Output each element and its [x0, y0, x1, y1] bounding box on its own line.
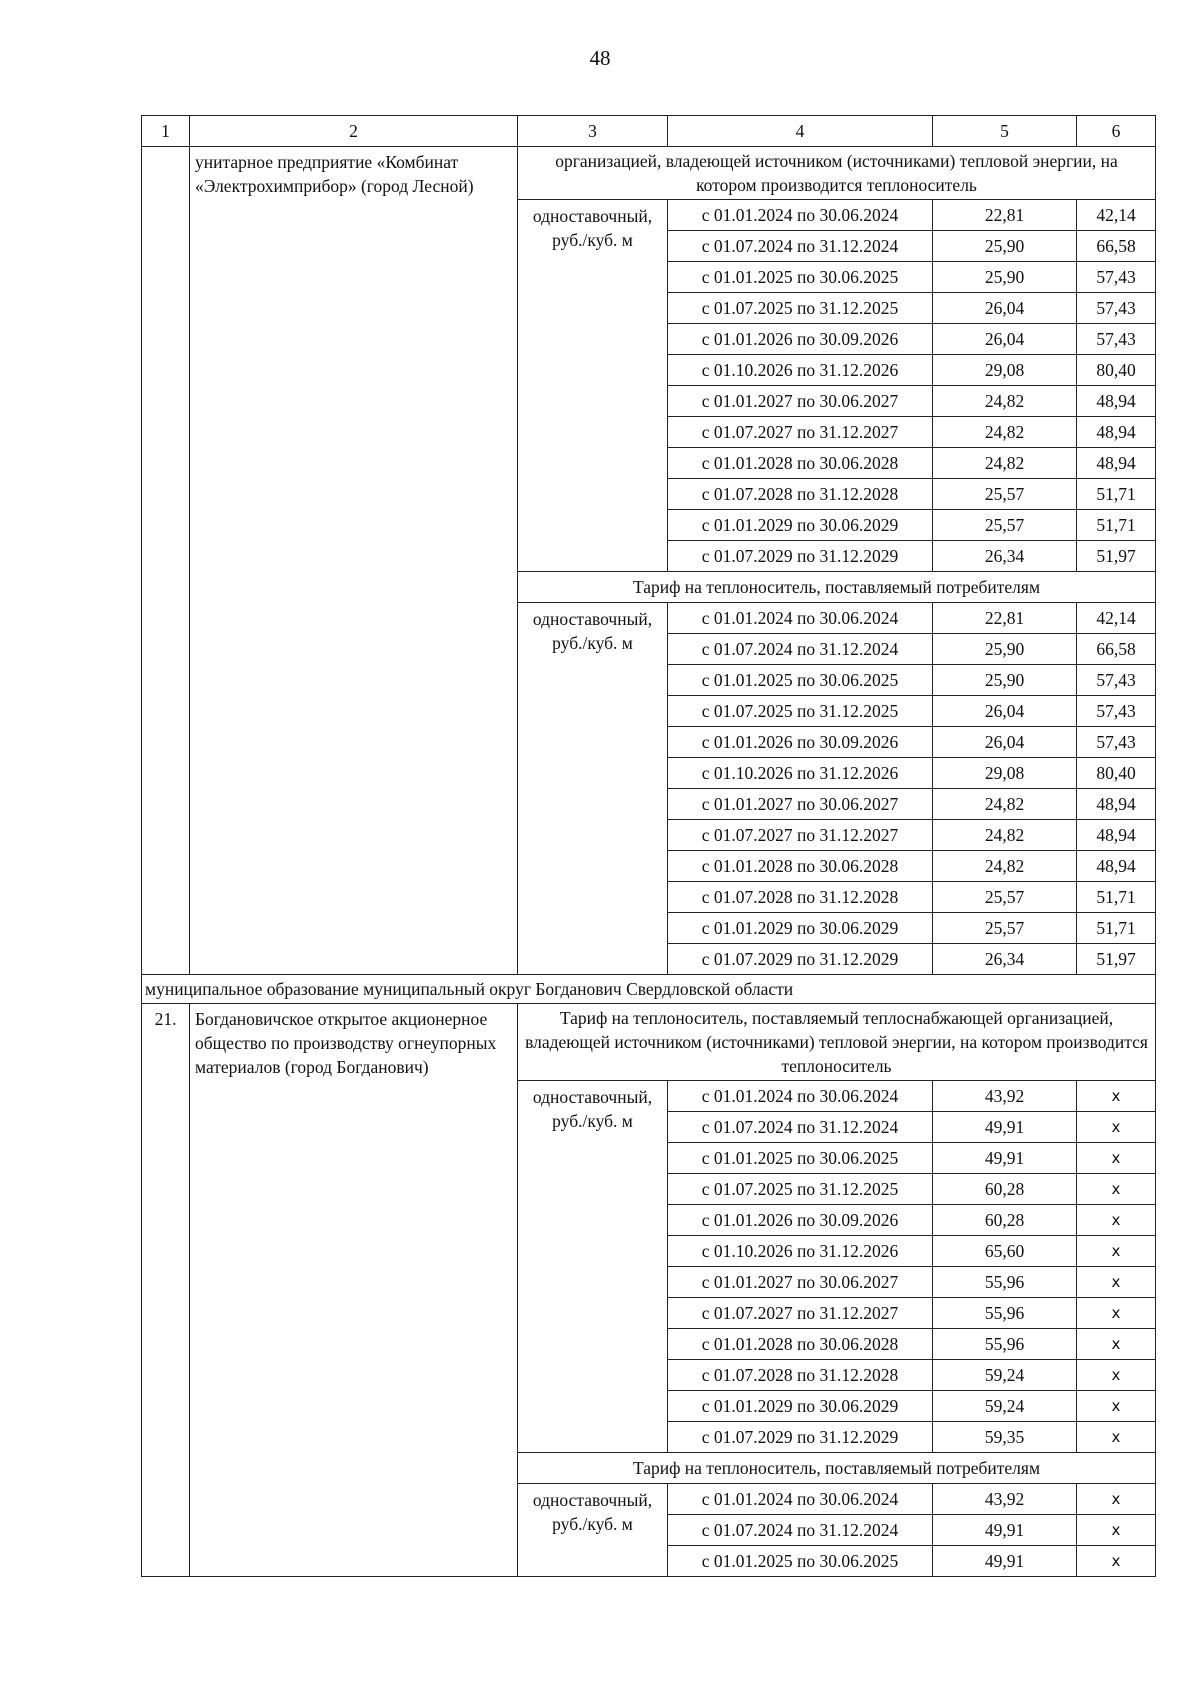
tariff-value-col5: 55,96 — [933, 1329, 1077, 1360]
tariff-period: с 01.07.2028 по 31.12.2028 — [668, 1360, 933, 1391]
col-number-2: 2 — [190, 116, 518, 147]
tariff-value-col6: 48,94 — [1077, 417, 1156, 448]
tariff-value-col5: 25,57 — [933, 479, 1077, 510]
tariff-type: одноставочный, руб./куб. м — [518, 1484, 668, 1577]
page-number: 48 — [589, 46, 611, 70]
tariff-type: одноставочный, руб./куб. м — [518, 603, 668, 975]
region-title: муниципальное образование муниципальный округ Богданович Свердловской области — [142, 975, 1156, 1004]
tariff-value-col6: х — [1077, 1422, 1156, 1453]
tariff-period: с 01.07.2027 по 31.12.2027 — [668, 417, 933, 448]
tariff-value-col6: х — [1077, 1112, 1156, 1143]
tariff-period: с 01.01.2024 по 30.06.2024 — [668, 200, 933, 231]
tariff-value-col5: 26,04 — [933, 727, 1077, 758]
tariff-period: с 01.01.2029 по 30.06.2029 — [668, 1391, 933, 1422]
tariff-value-col5: 49,91 — [933, 1112, 1077, 1143]
tariff-heading-row — [142, 147, 1156, 200]
tariff-period: с 01.01.2024 по 30.06.2024 — [668, 1484, 933, 1515]
tariff-period: с 01.01.2028 по 30.06.2028 — [668, 1329, 933, 1360]
tariff-period: с 01.10.2026 по 31.12.2026 — [668, 1236, 933, 1267]
tariff-value-col5: 24,82 — [933, 417, 1077, 448]
tariff-value-col5: 29,08 — [933, 355, 1077, 386]
tariff-value-col5: 24,82 — [933, 448, 1077, 479]
tariff-value-col5: 26,04 — [933, 696, 1077, 727]
tariff-value-col6: 57,43 — [1077, 665, 1156, 696]
tariff-value-col6: х — [1077, 1236, 1156, 1267]
row-number: 21. — [142, 1004, 190, 1577]
tariff-value-col5: 26,04 — [933, 324, 1077, 355]
tariff-value-col5: 43,92 — [933, 1081, 1077, 1112]
tariff-value-col6: х — [1077, 1484, 1156, 1515]
tariff-table-body — [142, 116, 1156, 1577]
tariff-period: с 01.01.2026 по 30.09.2026 — [668, 727, 933, 758]
col-number-1: 1 — [142, 116, 190, 147]
tariff-value-col6: х — [1077, 1360, 1156, 1391]
tariff-period: с 01.07.2027 по 31.12.2027 — [668, 820, 933, 851]
tariff-value-col6: 51,71 — [1077, 479, 1156, 510]
tariff-value-col6: 51,97 — [1077, 541, 1156, 572]
tariff-period: с 01.01.2028 по 30.06.2028 — [668, 448, 933, 479]
tariff-value-col6: х — [1077, 1143, 1156, 1174]
tariff-value-col6: 57,43 — [1077, 293, 1156, 324]
tariff-period: с 01.07.2024 по 31.12.2024 — [668, 1112, 933, 1143]
tariff-heading: организацией, владеющей источником (источниками) тепловой энергии, на котором производится теплоноситель — [518, 147, 1156, 200]
tariff-value-col5: 25,90 — [933, 634, 1077, 665]
tariff-value-col5: 49,91 — [933, 1515, 1077, 1546]
tariff-heading-row — [142, 1004, 1156, 1081]
tariff-heading: Тариф на теплоноситель, поставляемый теплоснабжающей организацией, владеющей источником (источниками) тепловой энергии, на котором производится теплоноситель — [518, 1004, 1156, 1081]
tariff-period: с 01.01.2028 по 30.06.2028 — [668, 851, 933, 882]
tariff-value-col6: 48,94 — [1077, 820, 1156, 851]
tariff-value-col5: 22,81 — [933, 603, 1077, 634]
tariff-value-col5: 49,91 — [933, 1143, 1077, 1174]
tariff-period: с 01.07.2029 по 31.12.2029 — [668, 541, 933, 572]
tariff-value-col6: 57,43 — [1077, 696, 1156, 727]
tariff-value-col5: 49,91 — [933, 1546, 1077, 1577]
tariff-value-col5: 25,90 — [933, 262, 1077, 293]
tariff-value-col6: 48,94 — [1077, 851, 1156, 882]
region-row — [142, 975, 1156, 1004]
tariff-value-col5: 65,60 — [933, 1236, 1077, 1267]
tariff-period: с 01.01.2024 по 30.06.2024 — [668, 603, 933, 634]
tariff-value-col5: 24,82 — [933, 386, 1077, 417]
tariff-value-col5: 60,28 — [933, 1205, 1077, 1236]
tariff-period: с 01.07.2024 по 31.12.2024 — [668, 634, 933, 665]
tariff-period: с 01.07.2025 по 31.12.2025 — [668, 1174, 933, 1205]
tariff-value-col6: 51,71 — [1077, 510, 1156, 541]
tariff-period: с 01.10.2026 по 31.12.2026 — [668, 758, 933, 789]
col-number-3: 3 — [518, 116, 668, 147]
tariff-value-col6: х — [1077, 1329, 1156, 1360]
tariff-value-col5: 25,57 — [933, 882, 1077, 913]
tariff-heading: Тариф на теплоноситель, поставляемый потребителям — [518, 572, 1156, 603]
tariff-value-col5: 55,96 — [933, 1298, 1077, 1329]
tariff-value-col5: 24,82 — [933, 820, 1077, 851]
tariff-value-col5: 55,96 — [933, 1267, 1077, 1298]
tariff-value-col5: 29,08 — [933, 758, 1077, 789]
tariff-period: с 01.07.2025 по 31.12.2025 — [668, 696, 933, 727]
tariff-value-col5: 24,82 — [933, 789, 1077, 820]
tariff-value-col6: 48,94 — [1077, 386, 1156, 417]
tariff-value-col5: 25,90 — [933, 665, 1077, 696]
column-number-row — [142, 116, 1156, 147]
tariff-value-col6: 48,94 — [1077, 789, 1156, 820]
tariff-period: с 01.07.2028 по 31.12.2028 — [668, 479, 933, 510]
tariff-value-col5: 59,24 — [933, 1360, 1077, 1391]
tariff-period: с 01.01.2025 по 30.06.2025 — [668, 1546, 933, 1577]
tariff-value-col6: х — [1077, 1546, 1156, 1577]
tariff-period: с 01.01.2025 по 30.06.2025 — [668, 665, 933, 696]
tariff-period: с 01.01.2025 по 30.06.2025 — [668, 262, 933, 293]
tariff-period: с 01.01.2029 по 30.06.2029 — [668, 913, 933, 944]
tariff-value-col6: х — [1077, 1174, 1156, 1205]
organization-name: унитарное предприятие «Комбинат «Электрохимприбор» (город Лесной) — [190, 147, 518, 975]
tariff-value-col5: 25,90 — [933, 231, 1077, 262]
tariff-value-col5: 26,34 — [933, 541, 1077, 572]
tariff-value-col6: х — [1077, 1267, 1156, 1298]
tariff-value-col5: 43,92 — [933, 1484, 1077, 1515]
tariff-value-col5: 24,82 — [933, 851, 1077, 882]
tariff-period: с 01.07.2024 по 31.12.2024 — [668, 231, 933, 262]
tariff-value-col6: 51,71 — [1077, 913, 1156, 944]
organization-name: Богдановичское открытое акционерное общество по производству огнеупорных материалов (город Богданович) — [190, 1004, 518, 1577]
tariff-value-col5: 22,81 — [933, 200, 1077, 231]
tariff-period: с 01.10.2026 по 31.12.2026 — [668, 355, 933, 386]
tariff-period: с 01.01.2027 по 30.06.2027 — [668, 1267, 933, 1298]
tariff-value-col6: х — [1077, 1298, 1156, 1329]
tariff-value-col6: 66,58 — [1077, 634, 1156, 665]
tariff-value-col6: 66,58 — [1077, 231, 1156, 262]
tariff-heading: Тариф на теплоноситель, поставляемый потребителям — [518, 1453, 1156, 1484]
tariff-period: с 01.01.2027 по 30.06.2027 — [668, 386, 933, 417]
tariff-period: с 01.01.2027 по 30.06.2027 — [668, 789, 933, 820]
tariff-table — [141, 115, 1156, 1577]
tariff-value-col6: 51,97 — [1077, 944, 1156, 975]
tariff-period: с 01.07.2028 по 31.12.2028 — [668, 882, 933, 913]
col-number-6: 6 — [1077, 116, 1156, 147]
col-number-5: 5 — [933, 116, 1077, 147]
tariff-value-col6: 57,43 — [1077, 262, 1156, 293]
tariff-value-col6: 42,14 — [1077, 200, 1156, 231]
tariff-value-col6: х — [1077, 1391, 1156, 1422]
tariff-value-col5: 25,57 — [933, 510, 1077, 541]
tariff-period: с 01.07.2025 по 31.12.2025 — [668, 293, 933, 324]
tariff-value-col6: х — [1077, 1515, 1156, 1546]
tariff-period: с 01.01.2025 по 30.06.2025 — [668, 1143, 933, 1174]
tariff-period: с 01.07.2027 по 31.12.2027 — [668, 1298, 933, 1329]
tariff-type: одноставочный, руб./куб. м — [518, 1081, 668, 1453]
tariff-value-col5: 59,24 — [933, 1391, 1077, 1422]
tariff-value-col6: х — [1077, 1205, 1156, 1236]
tariff-period: с 01.07.2029 по 31.12.2029 — [668, 944, 933, 975]
tariff-value-col6: х — [1077, 1081, 1156, 1112]
tariff-type: одноставочный, руб./куб. м — [518, 200, 668, 572]
row-number — [142, 147, 190, 975]
tariff-period: с 01.07.2024 по 31.12.2024 — [668, 1515, 933, 1546]
tariff-value-col5: 26,04 — [933, 293, 1077, 324]
tariff-value-col6: 57,43 — [1077, 324, 1156, 355]
tariff-value-col6: 48,94 — [1077, 448, 1156, 479]
col-number-4: 4 — [668, 116, 933, 147]
tariff-period: с 01.01.2024 по 30.06.2024 — [668, 1081, 933, 1112]
tariff-value-col5: 59,35 — [933, 1422, 1077, 1453]
tariff-value-col6: 42,14 — [1077, 603, 1156, 634]
tariff-value-col6: 57,43 — [1077, 727, 1156, 758]
tariff-value-col5: 26,34 — [933, 944, 1077, 975]
tariff-value-col5: 60,28 — [933, 1174, 1077, 1205]
tariff-value-col6: 80,40 — [1077, 758, 1156, 789]
tariff-period: с 01.01.2026 по 30.09.2026 — [668, 1205, 933, 1236]
tariff-value-col5: 25,57 — [933, 913, 1077, 944]
tariff-value-col6: 80,40 — [1077, 355, 1156, 386]
tariff-value-col6: 51,71 — [1077, 882, 1156, 913]
tariff-period: с 01.01.2026 по 30.09.2026 — [668, 324, 933, 355]
tariff-period: с 01.01.2029 по 30.06.2029 — [668, 510, 933, 541]
tariff-period: с 01.07.2029 по 31.12.2029 — [668, 1422, 933, 1453]
